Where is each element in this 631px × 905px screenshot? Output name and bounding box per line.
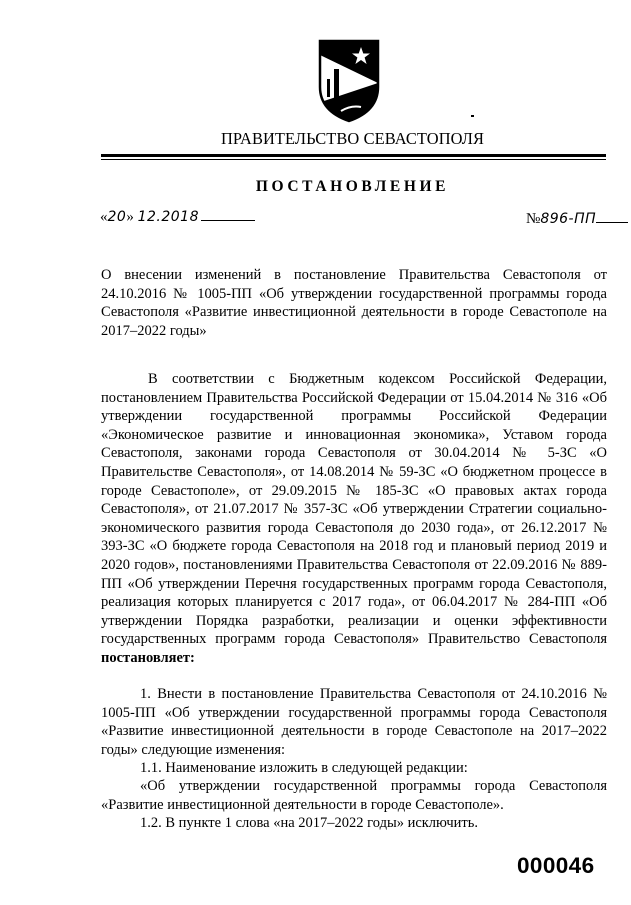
preamble-text: В соответствии с Бюджетным кодексом Российской Федерации, постановлением Правительства Российской Федерации от 15.04.2014 № 316 «Об утверждении государственной программы Российской Федерации «Экономическое развитие и инновационная экономика», Уставом города Севастополя, законами города Севастополя от 30.04.2014 № 5-ЗС «О Правительстве Севастополя», от 14.08.2014 № 59-ЗС «О бюджетном процессе в городе Севастополе», от 29.09.2015 № 185-ЗС «О правовых актах города Севастополя», от 21.07.2017 № 357-ЗС «Об утверждении Стратегии социально-экономического развития города Севастополя до 2030 года», от 26.12.2017 № 393-ЗС «О бюджете города Севастополя на 2018 год и плановый период 2019 и 2020 годов», постановлениями Правительства Севастополя от 22.09.2016 № 889-ПП «Об утверждении Перечня государственных программ города Севастополя, реализация которых планируется с 2017 года», от 06.04.2017 № 284-ПП «Об утверждении Порядка разработки, реализации и оценки эффективности государственных программ города Севастополя» Правительство Севастополя: [101, 371, 607, 648]
document-subject: О внесении изменений в постановление Правительства Севастополя от 24.10.2016 № 1005-ПП «Об утверждении государственной программы города Севастополя «Развитие инвестиционной деятельности в городе Севастополе на 2017–2022 годы»: [101, 267, 607, 339]
scan-speck: [471, 115, 474, 117]
date-underline: [201, 208, 255, 221]
document-type-title: ПОСТАНОВЛЕНИЕ: [255, 178, 450, 195]
header-rule-thin: [101, 159, 606, 160]
item-1-1: 1.1. Наименование изложить в следующей редакции:: [140, 760, 468, 776]
item-1-1-new-title: «Об утверждении государственной программы города Севастополя «Развитие инвестиционной деятельности в городе Севастополе».: [101, 778, 607, 813]
header-rule-thick: [101, 154, 606, 157]
date-close-quote: »: [126, 209, 134, 225]
government-title: ПРАВИТЕЛЬСТВО СЕВАСТОПОЛЯ: [220, 129, 485, 148]
document-number: [526, 208, 628, 228]
document-date: [100, 208, 255, 226]
date-rest-handwritten: 12.2018: [137, 209, 199, 225]
number-value-handwritten: 896-ПП: [540, 211, 597, 227]
date-open-quote: «: [100, 209, 108, 225]
item-1-2: 1.2. В пункте 1 слова «на 2017–2022 годы» исключить.: [140, 815, 478, 831]
item-1: 1. Внести в постановление Правительства Севастополя от 24.10.2016 № 1005-ПП «Об утверждении государственной программы города Севастополя «Развитие инвестиционной деятельности в городе Севастополе на 2017–2022 годы» следующие изменения:: [101, 686, 607, 758]
preamble-paragraph: [101, 370, 607, 668]
coat-of-arms-emblem: [317, 39, 381, 123]
page-code: 000046: [517, 853, 595, 878]
date-day-handwritten: 20: [107, 209, 127, 225]
decides-keyword: постановляет:: [101, 649, 195, 666]
number-sign: №: [526, 211, 541, 227]
number-underline: [596, 208, 628, 223]
